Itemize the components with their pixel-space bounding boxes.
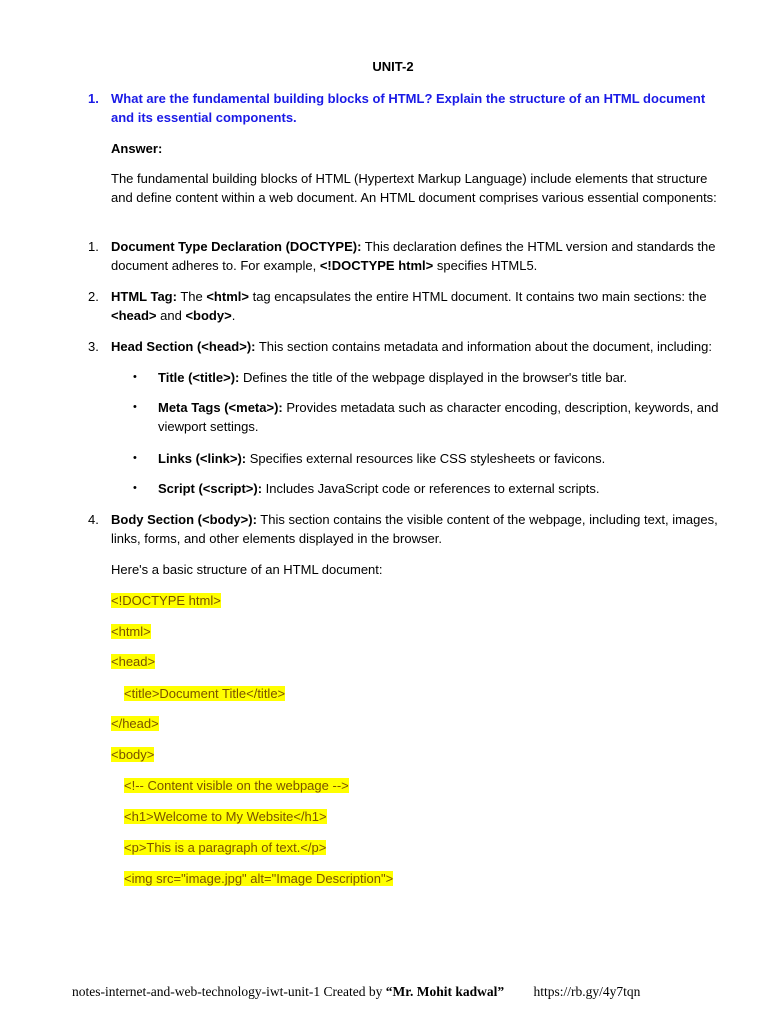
list-term: HTML Tag:	[111, 289, 177, 304]
bullet-item-meta: • Meta Tags (<meta>): Provides metadata such as character encoding, description, keywords, and viewport settings.	[133, 400, 719, 434]
bullet-icon: •	[133, 371, 137, 383]
code-line: </head>	[111, 716, 159, 731]
list-term: Body Section (<body>):	[111, 512, 257, 527]
question-text: What are the fundamental building blocks of HTML? Explain the structure of an HTML document and its essential components.	[111, 91, 706, 125]
code-line: <title>Document Title</title>	[124, 686, 286, 701]
code-line: <p>This is a paragraph of text.</p>	[124, 840, 327, 855]
code-line: <!DOCTYPE html>	[111, 593, 221, 608]
intro-paragraph: The fundamental building blocks of HTML (Hypertext Markup Language) include elements that structure and define content within a web document. An HTML document comprises various essential components:	[111, 171, 717, 205]
code-line: <h1>Welcome to My Website</h1>	[124, 809, 327, 824]
bullet-icon: •	[133, 482, 137, 494]
question-heading	[88, 89, 728, 127]
unit-title: UNIT-2	[372, 59, 414, 74]
bullet-icon: •	[133, 401, 137, 413]
bullet-item-title: • Title (<title>): Defines the title of the webpage displayed in the browser's title bar.	[133, 370, 628, 385]
code-line: <!-- Content visible on the webpage -->	[124, 778, 349, 793]
bullet-icon: •	[133, 452, 137, 464]
code-line: <html>	[111, 624, 151, 639]
list-item-doctype: 1. Document Type Declaration (DOCTYPE): This declaration defines the HTML version and standards the document adheres to. For example, <!DOCTYPE html> specifies HTML5.	[88, 239, 716, 273]
page-footer	[72, 984, 640, 1000]
list-term: Head Section (<head>):	[111, 339, 256, 354]
code-line: <head>	[111, 654, 156, 669]
list-term: Document Type Declaration (DOCTYPE):	[111, 239, 362, 254]
footer-created-by: Created by	[323, 984, 383, 999]
answer-label: Answer:	[111, 141, 163, 156]
list-item-head-section: 3. Head Section (<head>): This section contains metadata and information about the document, including:	[88, 339, 712, 354]
footer-notes: notes-internet-and-web-technology-iwt-unit-1	[72, 984, 321, 999]
list-number: 1.	[88, 239, 99, 254]
list-number: 3.	[88, 339, 99, 354]
footer-author: “Mr. Mohit kadwal”	[385, 984, 505, 999]
list-number: 4.	[88, 512, 99, 527]
footer-link[interactable]: https://rb.gy/4y7tqn	[533, 984, 641, 999]
list-number: 2.	[88, 289, 99, 304]
question-number: 1.	[88, 91, 99, 106]
code-line: <body>	[111, 747, 155, 762]
bullet-item-script: • Script (<script>): Includes JavaScript code or references to external scripts.	[133, 481, 600, 496]
structure-intro: Here's a basic structure of an HTML document:	[111, 562, 383, 577]
code-line: <img src="image.jpg" alt="Image Description">	[124, 871, 394, 886]
list-item-body-section: 4. Body Section (<body>): This section contains the visible content of the webpage, including text, images, links, forms, and other elements displayed in the browser.	[88, 512, 718, 546]
list-item-html-tag: 2. HTML Tag: The <html> tag encapsulates the entire HTML document. It contains two main sections: the <head> and <body>.	[88, 289, 707, 323]
bullet-item-links: • Links (<link>): Specifies external resources like CSS stylesheets or favicons.	[133, 451, 606, 466]
